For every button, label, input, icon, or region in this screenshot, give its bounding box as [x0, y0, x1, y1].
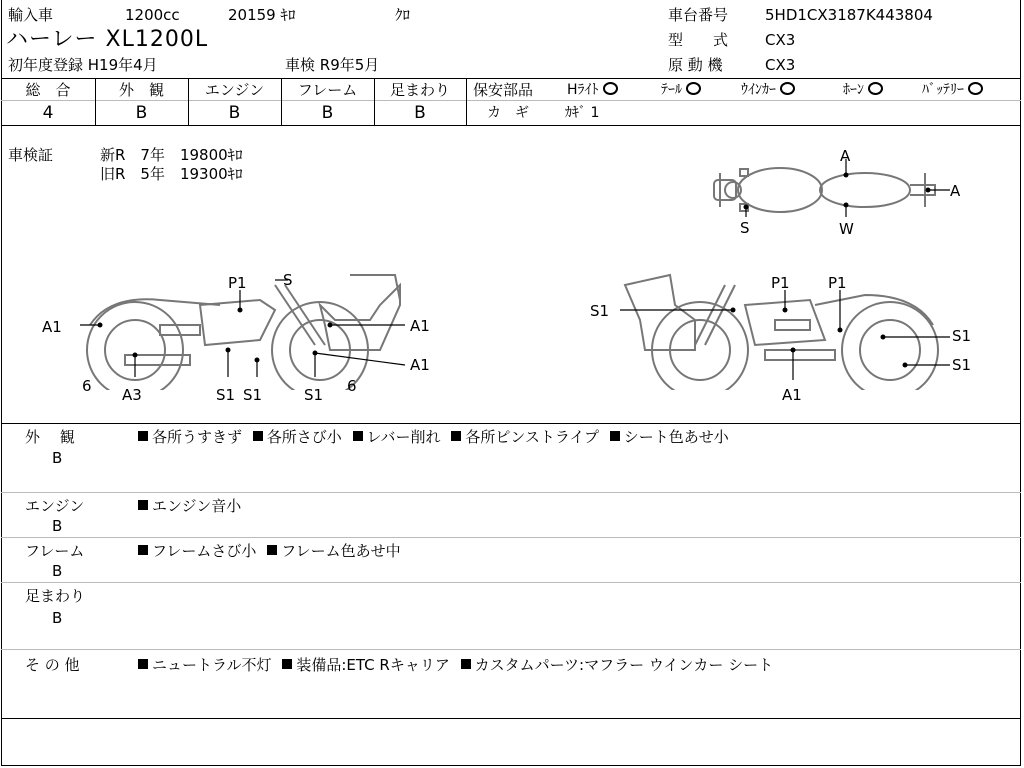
mark-label: 6 — [82, 377, 92, 395]
safety-winker: ｳｲﾝｶｰ — [741, 81, 795, 99]
mark-label: A1 — [782, 386, 802, 404]
certificate-new: 新R 7年 19800ｷﾛ — [100, 146, 243, 164]
grade-value-exterior: B — [135, 103, 148, 123]
details-divider — [1, 582, 1021, 583]
mark-label: S — [740, 219, 750, 237]
safety-mid — [466, 100, 1021, 101]
mark-label: S1 — [216, 386, 236, 404]
mark-label: A3 — [122, 386, 142, 404]
grade-label-suspension: 足まわり — [389, 81, 450, 99]
displacement: 1200cc — [125, 6, 180, 24]
detail-label-frame: フレーム — [25, 542, 85, 560]
mark-label: A — [840, 147, 851, 165]
mark-label: W — [839, 220, 854, 238]
certificate-old: 旧R 5年 19300ｷﾛ — [100, 165, 243, 183]
grade-label-exterior: 外 観 — [118, 81, 164, 99]
mark-label: S1 — [590, 302, 610, 320]
bullet-icon — [267, 545, 277, 555]
grade-label-engine: エンジン — [204, 81, 265, 99]
detail-label-suspension: 足まわり — [25, 587, 86, 605]
model-label: 型 式 — [668, 31, 729, 49]
frame-no: 5HD1CX3187K443804 — [765, 6, 933, 24]
mark-label: S — [283, 271, 293, 289]
bullet-icon — [451, 431, 461, 441]
detail-grade-engine: B — [52, 517, 63, 535]
key-label: カ ギ — [487, 105, 529, 121]
first-registration: 初年度登録 H19年4月 — [8, 56, 158, 74]
mark-label: S1 — [952, 356, 972, 374]
grade-label-frame: フレーム — [297, 81, 358, 99]
bullet-icon — [461, 659, 471, 669]
detail-grade-suspension: B — [52, 609, 63, 627]
bullet-icon — [282, 659, 292, 669]
detail-label-other: そ の 他 — [25, 656, 80, 674]
circle-mark-icon — [868, 82, 883, 95]
detail-items-other: ニュートラル不灯 装備品:ETC Rキャリア カスタムパーツ:マフラー ウインカー シート — [138, 656, 773, 674]
safety-label: 保安部品 — [473, 81, 534, 99]
mark-label: P1 — [771, 274, 790, 292]
mark-label: 6 — [347, 377, 357, 395]
circle-mark-icon — [686, 82, 701, 95]
frame-no-label: 車台番号 — [668, 6, 729, 24]
mark-label: S1 — [304, 386, 324, 404]
grade-table-top — [1, 78, 1021, 79]
detail-items-engine: エンジン音小 — [138, 497, 241, 515]
safety-horn: ﾎｰﾝ — [843, 81, 883, 99]
safety-headlight: Hﾗｲﾄ — [567, 81, 618, 99]
safety-battery: ﾊﾞｯﾃﾘｰ — [922, 81, 983, 99]
details-divider — [1, 537, 1021, 538]
grade-label-overall: 総 合 — [25, 81, 71, 99]
grade-value-overall: 4 — [42, 103, 54, 123]
mark-label: P1 — [828, 274, 847, 292]
key-value: ｶｷﾞ 1 — [565, 105, 600, 121]
bullet-icon — [138, 431, 148, 441]
details-divider — [1, 423, 1021, 424]
bullet-icon — [353, 431, 363, 441]
detail-items-exterior: 各所うすきず 各所さび小 レバー削れ 各所ピンストライプ シート色あせ小 — [138, 428, 729, 446]
mark-label: S1 — [243, 386, 263, 404]
grade-table-mid — [1, 100, 466, 101]
mark-label: A1 — [410, 356, 430, 374]
details-divider — [1, 492, 1021, 493]
maker-model: ハーレー XL1200L — [6, 27, 209, 52]
mark-label: S1 — [952, 327, 972, 345]
bullet-icon — [253, 431, 263, 441]
model-code: CX3 — [765, 31, 796, 49]
mileage: 20159 ｷﾛ — [228, 6, 296, 24]
color: ｸﾛ — [395, 6, 411, 24]
mark-label: A1 — [42, 318, 62, 336]
bullet-icon — [138, 545, 148, 555]
bullet-icon — [138, 659, 148, 669]
circle-mark-icon — [780, 82, 795, 95]
circle-mark-icon — [603, 82, 618, 95]
details-divider — [1, 718, 1021, 719]
grade-value-frame: B — [321, 103, 334, 123]
bullet-icon — [138, 500, 148, 510]
bullet-icon — [610, 431, 620, 441]
grade-value-engine: B — [228, 103, 241, 123]
details-divider — [1, 649, 1021, 650]
engine-code: CX3 — [765, 56, 796, 74]
detail-label-engine: エンジン — [25, 497, 85, 515]
import-label: 輸入車 — [8, 6, 54, 24]
inspection-date: 車検 R9年5月 — [285, 56, 380, 74]
mark-label: P1 — [228, 274, 247, 292]
grade-value-suspension: B — [414, 103, 426, 123]
mark-label: A — [950, 182, 961, 200]
detail-grade-frame: B — [52, 562, 63, 580]
grade-divider — [466, 78, 467, 125]
certificate-label: 車検証 — [8, 146, 54, 164]
circle-mark-icon — [968, 82, 983, 95]
detail-label-exterior: 外 観 — [25, 428, 75, 446]
grade-table-bottom — [1, 125, 1021, 126]
detail-grade-exterior: B — [52, 449, 63, 467]
engine-label: 原 動 機 — [668, 56, 723, 74]
mark-label: A1 — [410, 317, 430, 335]
safety-tail: ﾃｰﾙ — [661, 81, 701, 99]
detail-items-frame: フレームさび小 フレーム色あせ中 — [138, 542, 401, 560]
